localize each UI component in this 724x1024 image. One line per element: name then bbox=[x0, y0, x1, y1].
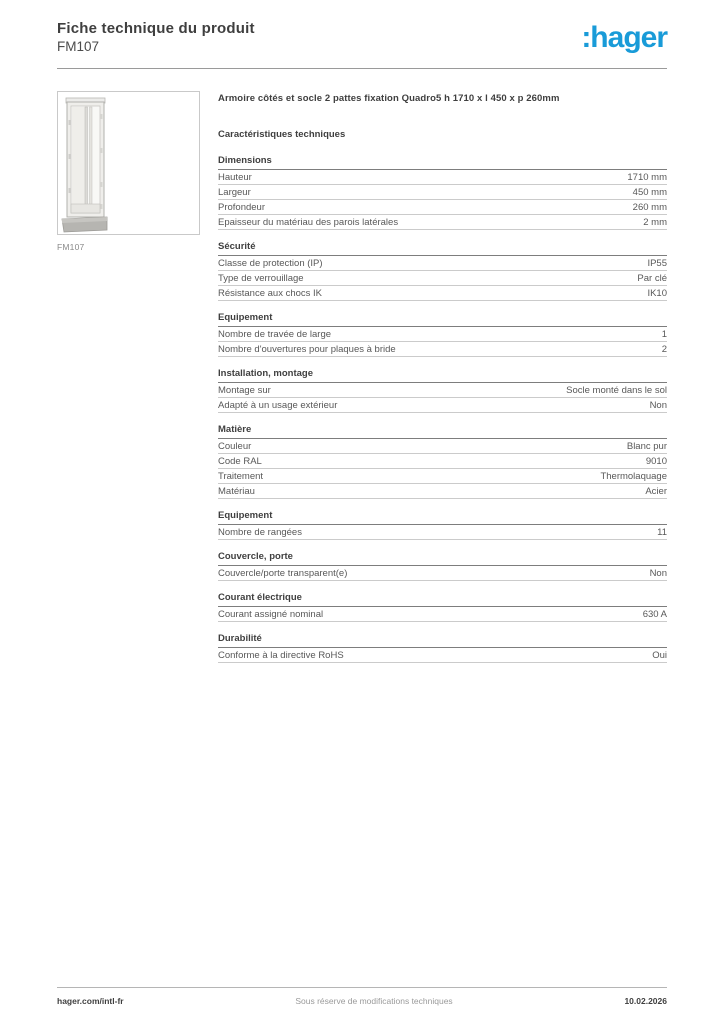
spec-row bbox=[218, 398, 667, 413]
spec-row bbox=[218, 170, 667, 185]
spec-section-title: Matière bbox=[218, 424, 667, 439]
spec-row bbox=[218, 200, 667, 215]
spec-value: 11 bbox=[657, 527, 667, 538]
footer-disclaimer: Sous réserve de modifications techniques bbox=[295, 996, 453, 1006]
spec-value: Socle monté dans le sol bbox=[566, 385, 667, 396]
spec-value: IK10 bbox=[647, 288, 667, 299]
spec-row bbox=[218, 271, 667, 286]
spec-value: IP55 bbox=[647, 258, 667, 269]
spec-row bbox=[218, 383, 667, 398]
hager-logo: :hager bbox=[581, 21, 667, 54]
spec-value: 260 mm bbox=[632, 202, 667, 213]
spec-row bbox=[218, 469, 667, 484]
spec-section-title: Sécurité bbox=[218, 241, 667, 256]
spec-value: 630 A bbox=[642, 609, 667, 620]
spec-label: Nombre de travée de large bbox=[218, 329, 332, 340]
spec-label: Couvercle/porte transparent(e) bbox=[218, 568, 348, 579]
spec-label: Couleur bbox=[218, 441, 252, 452]
spec-label: Profondeur bbox=[218, 202, 266, 213]
page-header bbox=[57, 0, 667, 69]
product-reference: FM107 bbox=[57, 39, 100, 54]
spec-section bbox=[218, 551, 667, 581]
characteristics-heading: Caractéristiques techniques bbox=[218, 129, 346, 140]
spec-section bbox=[218, 633, 667, 663]
product-image-caption: FM107 bbox=[57, 242, 85, 252]
spec-label: Classe de protection (IP) bbox=[218, 258, 323, 269]
spec-value: Par clé bbox=[637, 273, 667, 284]
product-image-frame bbox=[57, 91, 200, 235]
spec-rows bbox=[218, 327, 667, 357]
spec-rows bbox=[218, 170, 667, 230]
spec-rows bbox=[218, 383, 667, 413]
spec-rows bbox=[218, 525, 667, 540]
spec-value: 1 bbox=[661, 329, 667, 340]
spec-label: Code RAL bbox=[218, 456, 262, 467]
spec-row bbox=[218, 286, 667, 301]
spec-section-title: Courant électrique bbox=[218, 592, 667, 607]
spec-value: Thermolaquage bbox=[600, 471, 667, 482]
spec-label: Résistance aux chocs IK bbox=[218, 288, 323, 299]
spec-value: Non bbox=[649, 568, 667, 579]
spec-section bbox=[218, 592, 667, 622]
spec-label: Largeur bbox=[218, 187, 251, 198]
spec-row bbox=[218, 454, 667, 469]
spec-value: Blanc pur bbox=[626, 441, 667, 452]
spec-row bbox=[218, 215, 667, 230]
spec-rows bbox=[218, 439, 667, 499]
spec-value: 2 mm bbox=[643, 217, 667, 228]
spec-row bbox=[218, 185, 667, 200]
spec-rows bbox=[218, 566, 667, 581]
spec-section-title: Durabilité bbox=[218, 633, 667, 648]
spec-label: Nombre de rangées bbox=[218, 527, 302, 538]
spec-label: Hauteur bbox=[218, 172, 252, 183]
spec-label: Nombre d'ouvertures pour plaques à bride bbox=[218, 344, 396, 355]
spec-section-title: Installation, montage bbox=[218, 368, 667, 383]
spec-label: Conforme à la directive RoHS bbox=[218, 650, 344, 661]
spec-value: 1710 mm bbox=[627, 172, 667, 183]
spec-rows bbox=[218, 648, 667, 663]
spec-section bbox=[218, 424, 667, 499]
spec-sections bbox=[218, 155, 667, 663]
spec-section bbox=[218, 510, 667, 540]
product-image-column bbox=[57, 91, 200, 252]
spec-row bbox=[218, 607, 667, 622]
main-content bbox=[57, 91, 667, 663]
cabinet-frame bbox=[66, 98, 105, 217]
spec-label: Courant assigné nominal bbox=[218, 609, 324, 620]
spec-section-title: Dimensions bbox=[218, 155, 667, 170]
spec-section bbox=[218, 155, 667, 230]
spec-row bbox=[218, 439, 667, 454]
spec-row bbox=[218, 484, 667, 499]
spec-value: 2 bbox=[661, 344, 667, 355]
spec-label: Type de verrouillage bbox=[218, 273, 304, 284]
cabinet-base bbox=[62, 217, 107, 232]
spec-row bbox=[218, 256, 667, 271]
title-block bbox=[57, 20, 255, 55]
spec-section-title: Equipement bbox=[218, 510, 667, 525]
product-description: Armoire côtés et socle 2 pattes fixation Quadro5 h 1710 x l 450 x p 260mm bbox=[218, 93, 560, 104]
spec-row bbox=[218, 648, 667, 663]
spec-row bbox=[218, 566, 667, 581]
spec-section bbox=[218, 241, 667, 301]
spec-rows bbox=[218, 256, 667, 301]
spec-column bbox=[218, 91, 667, 663]
spec-value: 9010 bbox=[645, 456, 667, 467]
spec-section bbox=[218, 368, 667, 413]
spec-value: Acier bbox=[645, 486, 667, 497]
spec-label: Matériau bbox=[218, 486, 255, 497]
footer-date: 10.02.2026 bbox=[624, 996, 667, 1006]
spec-label: Montage sur bbox=[218, 385, 271, 396]
product-image bbox=[58, 92, 199, 234]
spec-label: Epaisseur du matériau des parois latérales bbox=[218, 217, 399, 228]
spec-section bbox=[218, 312, 667, 357]
page-footer bbox=[57, 987, 667, 1006]
spec-section-title: Equipement bbox=[218, 312, 667, 327]
spec-row bbox=[218, 525, 667, 540]
spec-value: Oui bbox=[652, 650, 667, 661]
spec-label: Adapté à un usage extérieur bbox=[218, 400, 338, 411]
footer-website-link[interactable]: hager.com/intl-fr bbox=[57, 996, 124, 1006]
page-title: Fiche technique du produit bbox=[57, 20, 255, 37]
spec-label: Traitement bbox=[218, 471, 264, 482]
spec-section-title: Couvercle, porte bbox=[218, 551, 667, 566]
spec-row bbox=[218, 342, 667, 357]
spec-value: 450 mm bbox=[632, 187, 667, 198]
spec-row bbox=[218, 327, 667, 342]
spec-rows bbox=[218, 607, 667, 622]
spec-value: Non bbox=[649, 400, 667, 411]
